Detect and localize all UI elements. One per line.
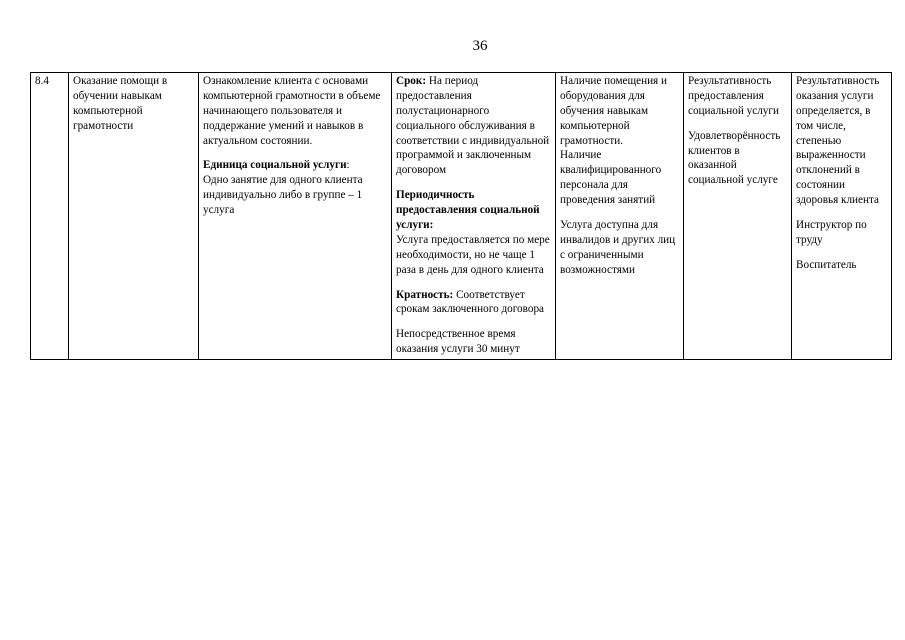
cell-terms xyxy=(392,73,556,360)
indicator-satisfaction: Удовлетворённость клиентов в оказанной социальной услуге xyxy=(688,129,781,187)
cell-indicators xyxy=(684,73,792,360)
periodicity xyxy=(396,188,551,277)
unit-colon: : xyxy=(346,159,350,172)
cell-conditions xyxy=(556,73,684,360)
cell-service-name xyxy=(69,73,199,360)
term-label: Срок: xyxy=(396,75,427,87)
description-text: Ознакомление клиента с основами компьютерной грамотности в объеме начинающего пользователя и поддержание умений и навыков в актуальном состоянии. xyxy=(203,75,381,147)
cell-number xyxy=(31,73,69,360)
term xyxy=(396,74,551,178)
service-number: 8.4 xyxy=(35,75,49,87)
evaluation-text: Результативность оказания услуги определяется, в том числе, степенью выраженности отклонений в состоянии здоровья клиента xyxy=(796,75,880,207)
service-unit xyxy=(203,158,387,218)
term-text: На период предоставления полустационарного социального обслуживания в соответствии с индивидуальной программой и заключенным договором xyxy=(396,75,550,177)
periodicity-label: Периодичность предоставления социальной услуги: xyxy=(396,189,540,232)
unit-text: Одно занятие для одного клиента индивидуально либо в группе – 1 услуга xyxy=(203,174,363,217)
page-number: 36 xyxy=(472,38,488,54)
cell-description xyxy=(199,73,392,360)
condition-equipment: Наличие помещения и оборудования для обучения навыкам компьютерной грамотности. xyxy=(560,75,667,147)
unit-label: Единица социальной услуги xyxy=(203,159,347,172)
periodicity-text: Услуга предоставляется по мере необходимости, но не чаще 1 раза в день для одного клиента xyxy=(396,233,550,276)
multiplicity-label: Кратность: xyxy=(396,288,454,301)
indicator-effectiveness: Результативность предоставления социальной услуги xyxy=(688,75,779,117)
multiplicity xyxy=(396,288,551,318)
staff-instructor: Инструктор по труду xyxy=(796,219,867,246)
service-name: Оказание помощи в обучении навыкам компьютерной грамотности xyxy=(73,75,168,132)
cell-evaluation xyxy=(792,73,892,360)
condition-accessibility: Услуга доступна для инвалидов и других лиц с ограниченными возможностями xyxy=(560,219,676,276)
table-row xyxy=(31,73,892,360)
direct-time: Непосредственное время оказания услуги 30 минут xyxy=(396,328,520,356)
services-table xyxy=(30,72,892,360)
staff-educator: Воспитатель xyxy=(796,258,857,271)
multiplicity-text: Соответствует срокам заключенного договора xyxy=(396,288,545,316)
condition-staff: Наличие квалифицированного персонала для проведения занятий xyxy=(560,149,662,207)
